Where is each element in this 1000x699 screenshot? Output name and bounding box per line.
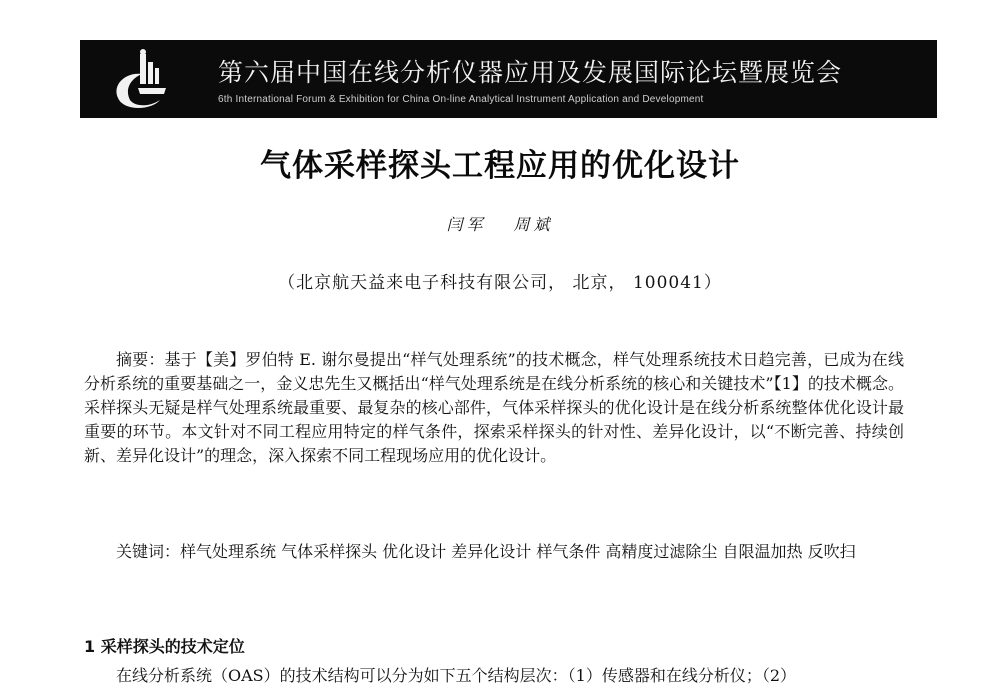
keywords: 关键词：样气处理系统 气体采样探头 优化设计 差异化设计 样气条件 高精度过滤除尘 自限温加热 反吹扫 bbox=[116, 542, 856, 561]
affiliation: （北京航天益来电子科技有限公司， 北京， 100041） bbox=[278, 273, 722, 293]
conference-logo-icon bbox=[108, 48, 182, 112]
authors: 闫军 周斌 bbox=[446, 215, 554, 234]
conference-title: 第六届中国在线分析仪器应用及发展国际论坛暨展览会 bbox=[218, 58, 843, 87]
conference-banner bbox=[80, 40, 937, 118]
conference-subtitle: 6th International Forum & Exhibition for China On-line Analytical Instrument Application and Development bbox=[218, 94, 704, 105]
section-body-text: 在线分析系统（OAS）的技术结构可以分为如下五个结构层次：（1）传感器和在线分析仪；（2） bbox=[116, 666, 796, 685]
paper-title: 气体采样探头工程应用的优化设计 bbox=[260, 148, 740, 184]
section-heading: 1 采样探头的技术定位 bbox=[84, 637, 245, 656]
abstract: 摘要：基于【美】罗伯特 E. 谢尔曼提出“样气处理系统”的技术概念，样气处理系统技术日趋完善，已成为在线分析系统的重要基础之一，金义忠先生又概括出“样气处理系统是在线分析系统的核心和关键技术”【1】的技术概念。采样探头无疑是样气处理系统最重要、最复杂的核心部件，气体采样探头的优化设计是在线分析系统整体优化设计最重要的环节。本文针对不同工程应用特定的样气条件，探索采样探头的针对性、差异化设计，以“不断完善、持续创新、差异化设计”的理念，深入探索不同工程现场应用的优化设计。 bbox=[84, 350, 904, 465]
